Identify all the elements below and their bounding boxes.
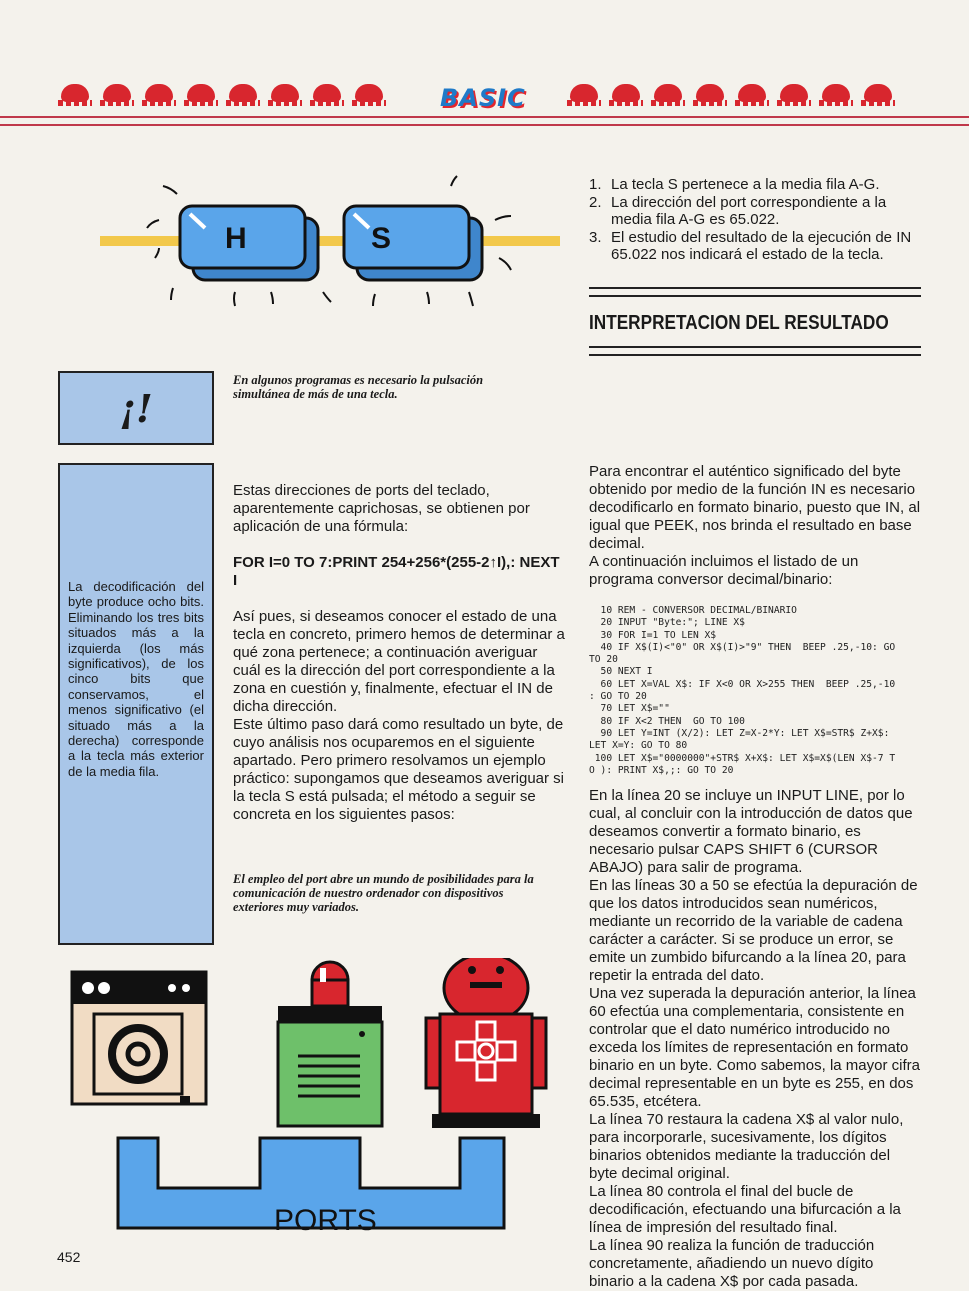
mascot-icon xyxy=(817,80,855,106)
right-paragraph-4: En las líneas 30 a 50 se efectúa la depuración de que los datos introducidos sean numéricos, mediante un recorrido de la variable de cadena carácter a carácter. Si se produce un error, se emite un zumbido bifurcando a la línea 20, para repetir la entrada del dato. xyxy=(589,877,918,985)
mascot-icon xyxy=(691,80,729,106)
mascot-icon xyxy=(350,80,388,106)
sidebar-note-box xyxy=(58,463,214,945)
caption-ports: El empleo del port abre un mundo de posibilidades para la comunicación de nuestro ordenador con dispositivos exteriores muy variados. xyxy=(233,872,534,914)
mascot-icon xyxy=(182,80,220,106)
mascot-icon xyxy=(565,80,603,106)
step-item: 1. La tecla S pertenece a la media fila A-G. xyxy=(589,176,880,193)
step-item: 3. El estudio del resultado de la ejecución de IN 65.022 nos indicará el estado de la tecla. xyxy=(589,228,912,263)
svg-text:S: S xyxy=(371,222,392,255)
section-rule-top xyxy=(589,287,921,297)
step-item: 2. La dirección del port correspondiente a la media fila A-G es 65.022. xyxy=(589,193,887,228)
right-paragraph-7: La línea 80 controla el final del bucle de decodificación, efectuando una bifurcación a la línea de impresión del resultado final. xyxy=(589,1183,901,1237)
mascot-icon xyxy=(649,80,687,106)
section-rule-bottom xyxy=(589,346,921,356)
signal-device-icon xyxy=(278,962,382,1126)
mascot-icon xyxy=(308,80,346,106)
right-column xyxy=(589,463,922,1291)
right-paragraph-6: La línea 70 restaura la cadena X$ al valor nulo, para incorporarle, sucesivamente, los dígitos binarios obtenidos mediante la traducción del byte decimal original. xyxy=(589,1111,904,1183)
middle-paragraph-1: Así pues, si deseamos conocer el estado de una tecla en concreto, primero hemos de determinar a qué zona pertenece; a continuación averiguar cuál es la dirección del port correspondiente a la zona en cuestión y, finalmente, efectuar el IN de dicha dirección. xyxy=(233,608,565,715)
mascot-icon xyxy=(224,80,262,106)
keys-illustration xyxy=(95,170,565,320)
right-paragraph-3: En la línea 20 se incluye un INPUT LINE, por lo cual, al concluir con la introducción de datos que deseamos convertir a formato binario, es necesario pulsar CAPS SHIFT 6 (CURSOR ABAJO) para salir de programa. xyxy=(589,787,913,877)
mascot-icon xyxy=(140,80,178,106)
header-rule-bottom xyxy=(0,124,969,126)
exclamation-box xyxy=(58,371,214,445)
formula: FOR I=0 TO 7:PRINT 254+256*(255-2↑I),: NEXT I xyxy=(233,554,560,589)
mascot-row-right xyxy=(565,80,897,114)
steps-list xyxy=(589,176,923,264)
sidebar-note-text: La decodificación del byte produce ocho bits. Eliminando los tres bits situados más a la izquierda (los más significativos), de los cinco bits que conservamos, el menos significativo (el situado más a la derecha) corresponde a la tecla más exterior de la media fila. xyxy=(68,579,204,779)
right-paragraph-8: La línea 90 realiza la función de traducción concretamente, añadiendo un nuevo dígito binario a la cadena X$ por cada pasada. xyxy=(589,1237,875,1291)
svg-text:H: H xyxy=(225,222,247,255)
ports-label: PORTS xyxy=(274,1204,377,1237)
right-paragraph-5: Una vez superada la depuración anterior, la línea 60 efectúa una complementaria, consistente en controlar que el dato numérico introducido no exceda los límites de representación en formato binario en un byte. Como sabemos, la mayor cifra decimal representable en un byte es 255, en dos 65.535, etcétera. xyxy=(589,985,920,1111)
robot-icon xyxy=(426,958,546,1128)
program-listing: 10 REM - CONVERSOR DECIMAL/BINARIO 20 INPUT "Byte:"; LINE X$ 30 FOR I=1 TO LEN X$ 40 IF X$(I)<"0" OR X$(I)>"9" THEN BEEP .25,-10: GO TO 20 50 NEXT I 60 LET X=VAL X$: IF X<0 OR X>255 THEN BEEP .25,-10 : GO TO 20 70 LET X$="" 80 IF X<2 THEN GO TO 100 90 LET Y=INT (X/2): LET Z=X-2*Y: LET X$=STR$ Z+X$: LET X=Y: GO TO 80 100 LET X$="0000000"+STR$ X+X$: LET X$=X$(LEN X$-7 T O ): PRINT X$,;: GO TO 20 xyxy=(589,605,896,776)
mascot-icon xyxy=(56,80,94,106)
mascot-icon xyxy=(607,80,645,106)
washing-machine-icon xyxy=(72,972,206,1104)
mascot-icon xyxy=(859,80,897,106)
mascot-row-left xyxy=(56,80,388,114)
middle-paragraph-2: Este último paso dará como resultado un byte, de cuyo análisis nos ocuparemos en el siguiente apartado. Pero primero resolvamos un ejemplo práctico: supongamos que deseamos averiguar si la tecla S está pulsada; el método a seguir se concreta en los siguientes pasos: xyxy=(233,716,565,823)
ports-illustration xyxy=(60,958,570,1238)
caption-keys: En algunos programas es necesario la pulsación simultánea de más de una tecla. xyxy=(233,373,484,401)
right-paragraph-2: A continuación incluimos el listado de un programa conversor decimal/binario: xyxy=(589,553,859,588)
page-number: 452 xyxy=(57,1249,81,1265)
key-h-icon xyxy=(180,206,318,280)
page-header xyxy=(0,80,969,130)
mascot-icon xyxy=(266,80,304,106)
middle-column xyxy=(233,482,566,824)
right-paragraph-1: Para encontrar el auténtico significado del byte obtenido por medio de la función IN es necesario decodificarlo en formato binario, puesto que IN, al igual que PEEK, nos brinda el resultado en base decimal. xyxy=(589,463,921,552)
mascot-icon xyxy=(98,80,136,106)
header-rule-top xyxy=(0,116,969,118)
section-title: INTERPRETACION DEL RESULTADO xyxy=(589,312,889,334)
mascot-icon xyxy=(775,80,813,106)
middle-intro: Estas direcciones de ports del teclado, aparentemente caprichosas, se obtienen por aplicación de una fórmula: xyxy=(233,482,530,535)
key-s-icon xyxy=(344,206,482,280)
exclamation-symbol: ¡! xyxy=(119,385,153,431)
basic-logo: BASIC xyxy=(440,84,526,112)
mascot-icon xyxy=(733,80,771,106)
